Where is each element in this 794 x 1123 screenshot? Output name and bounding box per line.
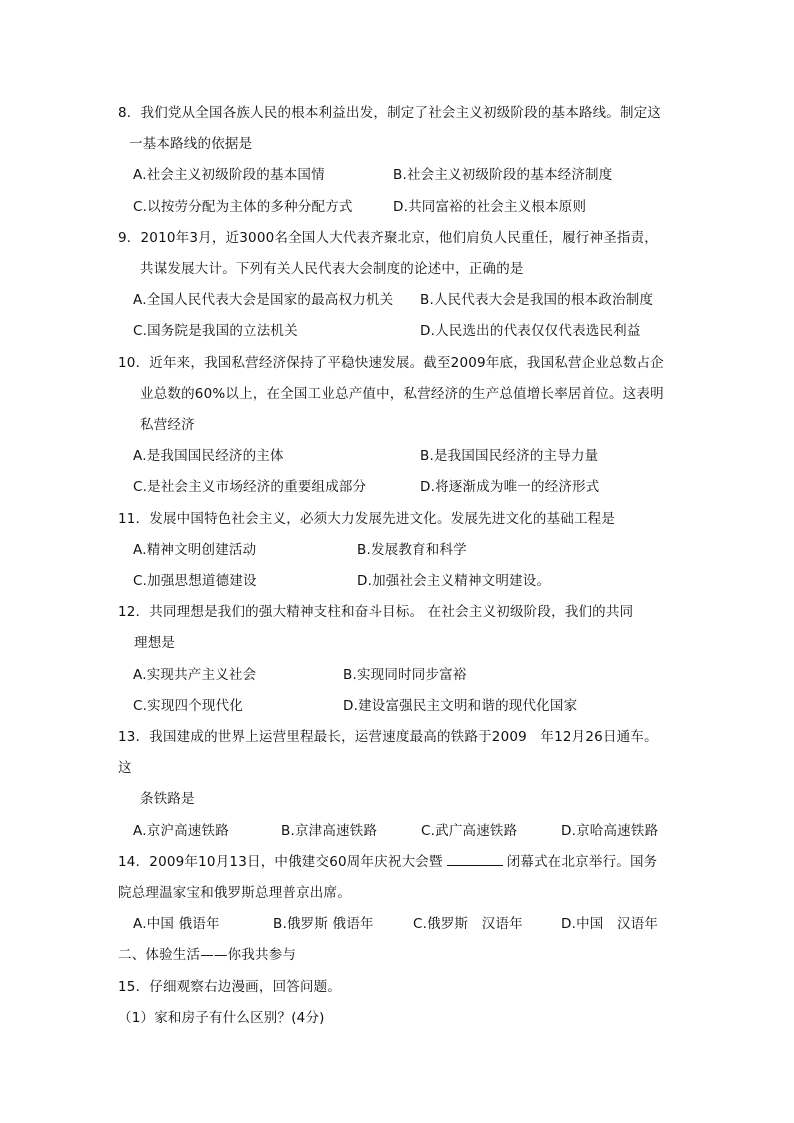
q10-stem-line-1: 10．近年来，我国私营经济保持了平稳快速发展。截至2009年底，我国私营企业总数占企 — [118, 355, 664, 371]
q8-option-d: D.共同富裕的社会主义根本原则 — [393, 199, 587, 215]
q8-stem-line-1: 8．我们党从全国各族人民的根本利益出发，制定了社会主义初级阶段的基本路线。制定这 — [118, 105, 662, 121]
q9-option-d: D.人民选出的代表仅仅代表选民利益 — [420, 323, 641, 339]
q14-answer-blank — [447, 853, 503, 866]
q14-option-c: C.俄罗斯 汉语年 — [413, 916, 523, 932]
q10-option-a: A.是我国国民经济的主体 — [133, 448, 284, 464]
q9-stem-line-2: 共谋发展大计。下列有关人民代表大会制度的论述中，正确的是 — [140, 261, 524, 277]
q15-stem-line-1: 15．仔细观察右边漫画，回答问题。 — [118, 979, 342, 995]
q8-stem-line-2: 一基本路线的依据是 — [129, 136, 253, 152]
q14-stem-line-1-part-b: 闭幕式在北京举行。国务 — [506, 854, 658, 870]
q11-stem-line-1: 11．发展中国特色社会主义，必须大力发展先进文化。发展先进文化的基础工程是 — [118, 511, 616, 527]
q10-option-d: D.将逐渐成为唯一的经济形式 — [420, 479, 600, 495]
q14-stem-line-1 — [118, 853, 657, 871]
q11-option-c: C.加强思想道德建设 — [133, 573, 257, 589]
q12-stem-line-2: 理想是 — [134, 635, 176, 651]
q12-option-d: D.建设富强民主文明和谐的现代化国家 — [343, 698, 578, 714]
q14-option-d: D.中国 汉语年 — [561, 916, 659, 932]
q9-stem-line-1: 9．2010年3月，近3000名全国人大代表齐聚北京，他们肩负人民重任，履行神圣指责， — [118, 230, 658, 246]
q13-stem-line-2: 这 — [118, 760, 132, 776]
q12-stem-line-1: 12．共同理想是我们的强大精神支柱和奋斗目标。 在社会主义初级阶段，我们的共同 — [118, 604, 634, 620]
q8-option-c: C.以按劳分配为主体的多种分配方式 — [133, 199, 353, 215]
q14-option-a: A.中国 俄语年 — [133, 916, 220, 932]
q12-option-c: C.实现四个现代化 — [133, 698, 244, 714]
q11-option-a: A.精神文明创建活动 — [133, 542, 257, 558]
q10-stem-line-3: 私营经济 — [140, 417, 195, 433]
q11-option-d: D.加强社会主义精神文明建设。 — [357, 573, 551, 589]
q9-option-b: B.人民代表大会是我国的根本政治制度 — [420, 292, 654, 308]
q10-option-b: B.是我国国民经济的主导力量 — [420, 448, 599, 464]
q15-sub-question-1: （1）家和房子有什么区别？(4分) — [118, 1010, 325, 1026]
q12-option-a: A.实现共产主义社会 — [133, 667, 257, 683]
q8-option-a: A.社会主义初级阶段的基本国情 — [133, 167, 325, 183]
q12-option-b: B.实现同时同步富裕 — [343, 667, 467, 683]
q10-stem-line-2: 业总数的60%以上，在全国工业总产值中，私营经济的生产总值增长率居首位。这表明 — [140, 386, 664, 402]
q13-stem-line-1: 13．我国建成的世界上运营里程最长，运营速度最高的铁路于2009 年12月26日通车。 — [118, 729, 658, 745]
section-2-heading: 二、体验生活——你我共参与 — [118, 947, 297, 963]
q13-option-c: C.武广高速铁路 — [421, 823, 518, 839]
q9-option-a: A.全国人民代表大会是国家的最高权力机关 — [133, 292, 394, 308]
q14-stem-line-1-part-a: 14．2009年10月13日，中俄建交60周年庆祝大会暨 — [118, 854, 443, 870]
q14-option-b: B.俄罗斯 俄语年 — [273, 916, 374, 932]
q10-option-c: C.是社会主义市场经济的重要组成部分 — [133, 479, 367, 495]
q13-option-a: A.京沪高速铁路 — [133, 823, 229, 839]
q11-option-b: B.发展教育和科学 — [357, 542, 467, 558]
q14-stem-line-2: 院总理温家宝和俄罗斯总理普京出席。 — [118, 885, 351, 901]
q13-option-d: D.京哈高速铁路 — [561, 823, 659, 839]
q13-option-b: B.京津高速铁路 — [281, 823, 378, 839]
q9-option-c: C.国务院是我国的立法机关 — [133, 323, 298, 339]
q13-stem-line-3: 条铁路是 — [140, 791, 195, 807]
q8-option-b: B.社会主义初级阶段的基本经济制度 — [393, 167, 613, 183]
